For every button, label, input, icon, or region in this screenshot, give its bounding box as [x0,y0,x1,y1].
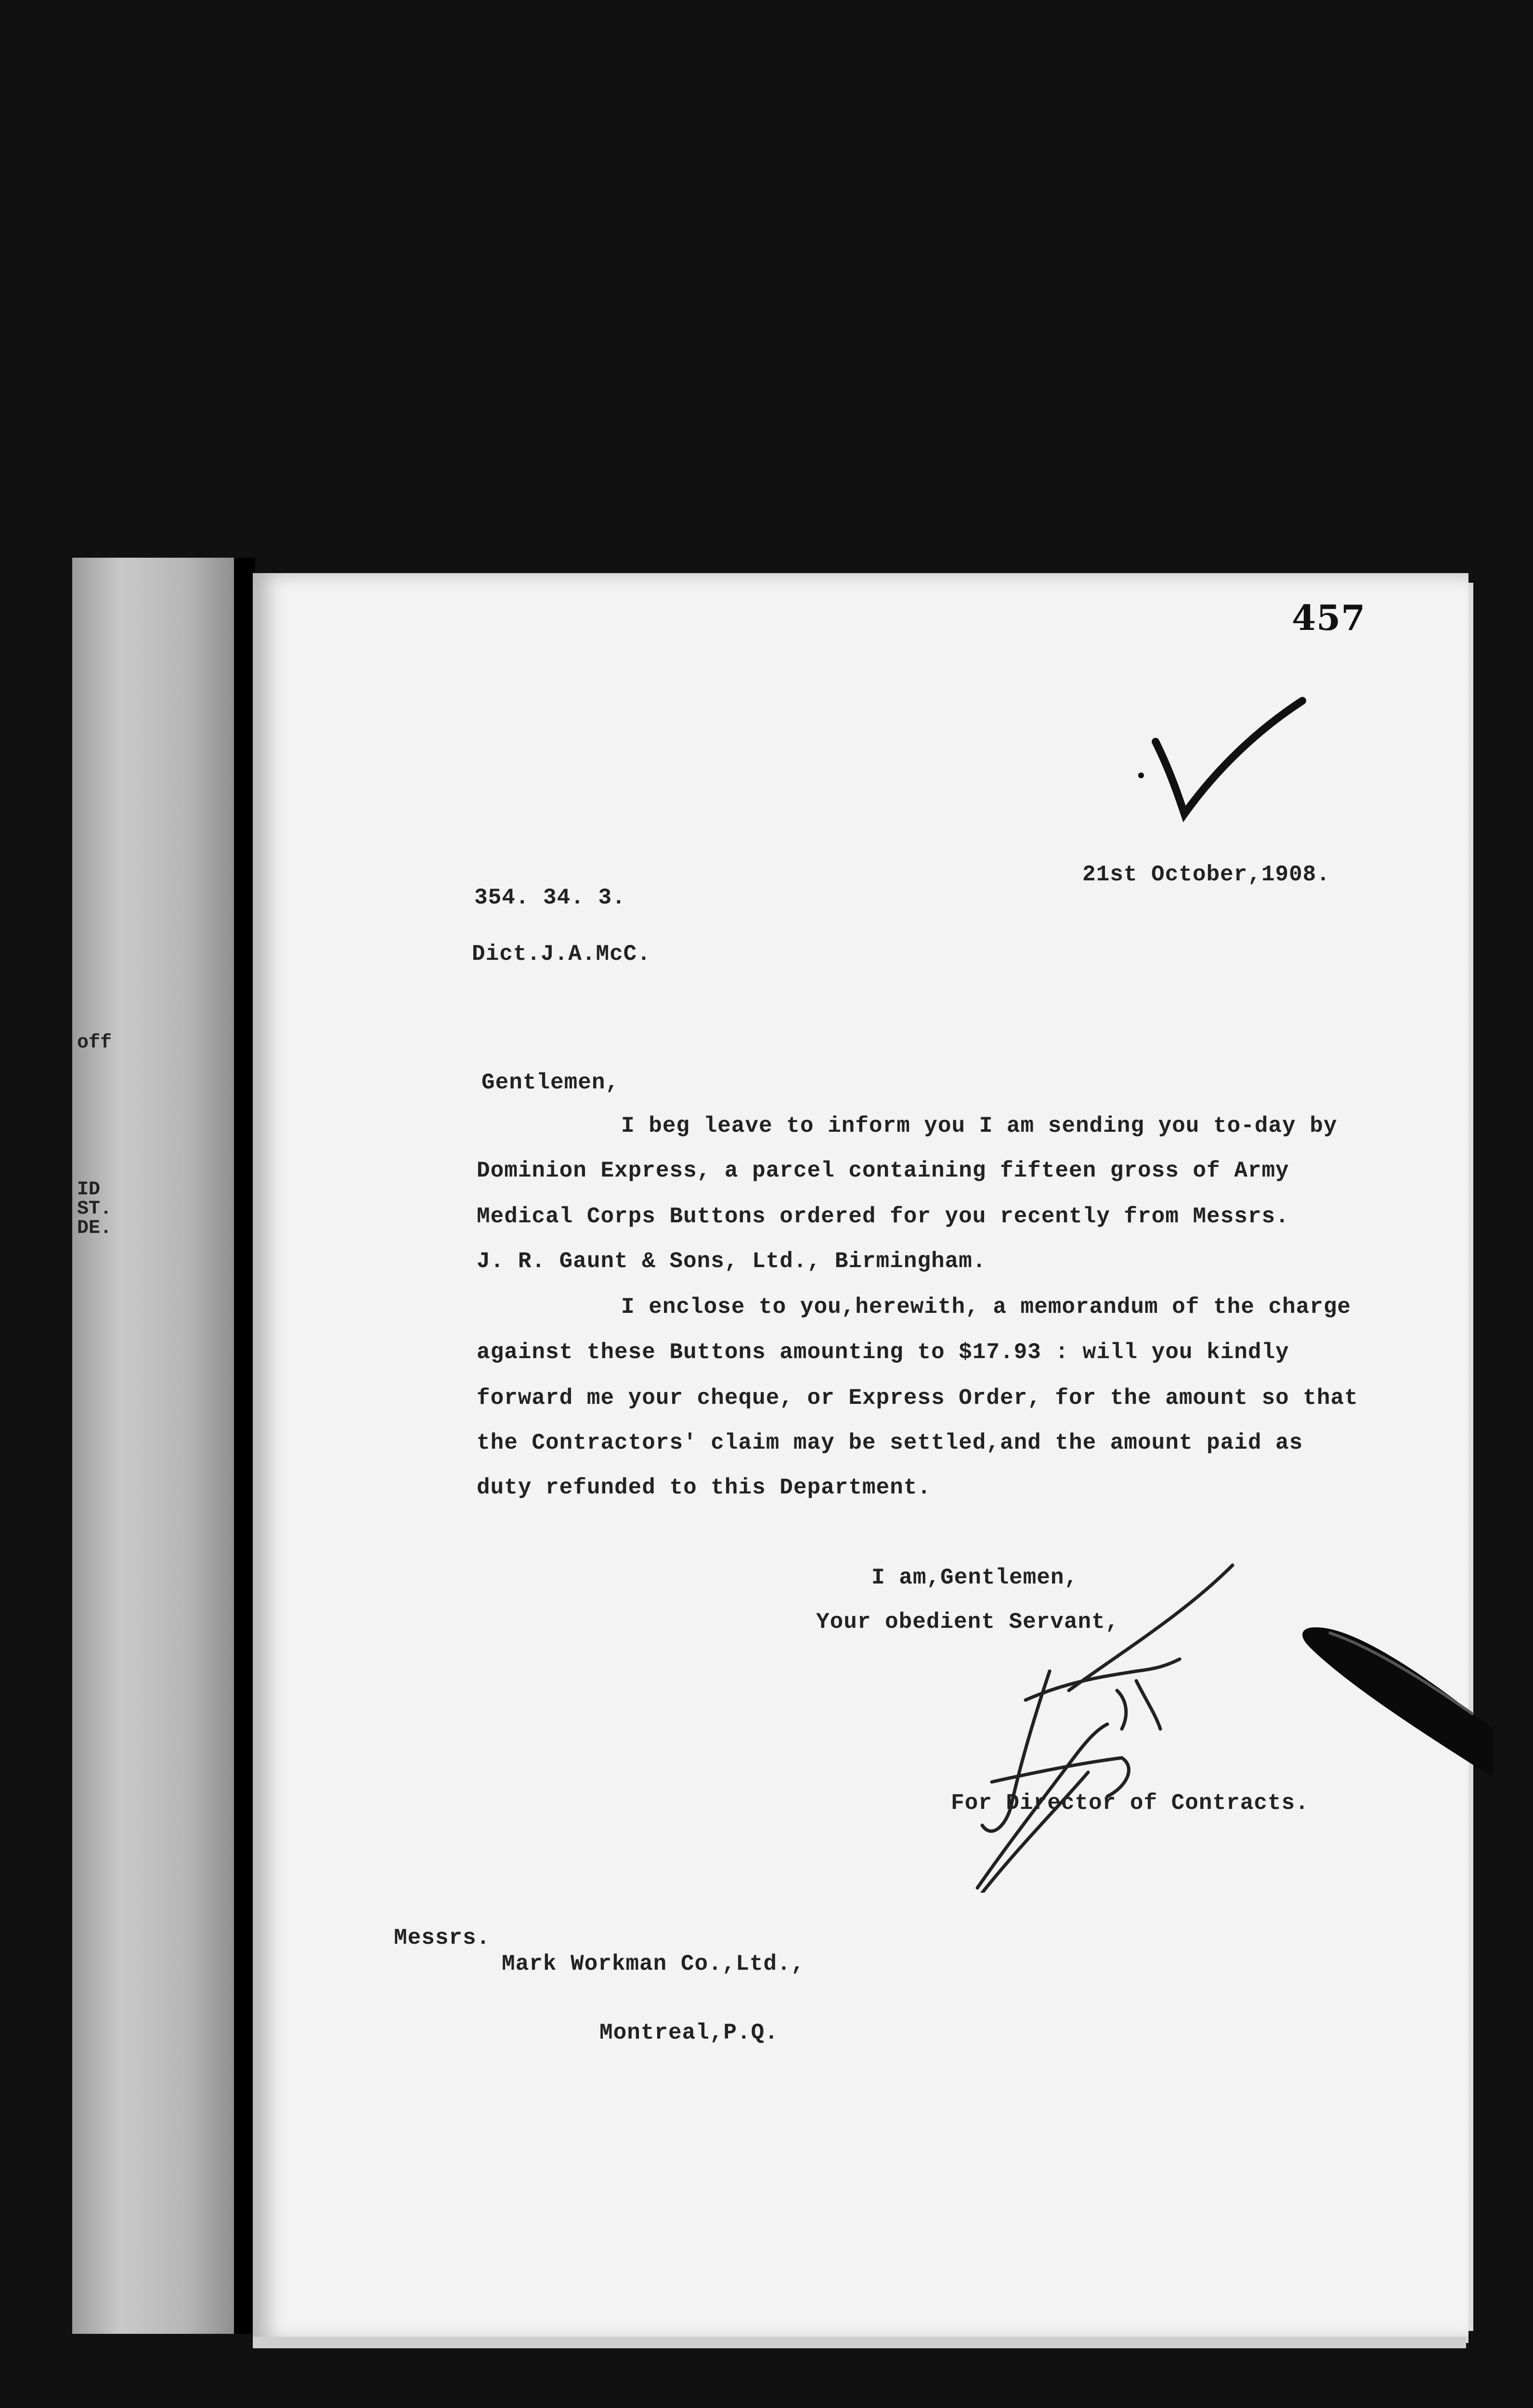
body-line: Medical Corps Buttons ordered for you recently from Messrs. [477,1204,1289,1229]
body-line: I enclose to you,herewith, a memorandum of the charge [621,1295,1351,1320]
letter-page [253,573,1468,2343]
addressee-name: Mark Workman Co.,Ltd., [502,1951,805,1976]
adjacent-page-fragment: DE. [77,1217,112,1239]
book-spine-shadow [234,558,255,2334]
addressee-prefix: Messrs. [394,1925,491,1950]
signatory-title: For Director of Contracts. [951,1791,1309,1816]
checkmark-mark [1136,694,1319,838]
page-number: 457 [1292,597,1366,638]
adjacent-page-fragment: off [77,1032,112,1054]
letter-date: 21st October,1908. [1082,862,1330,887]
body-line: forward me your cheque, or Express Order, for the amount so that [477,1386,1358,1411]
body-line: the Contractors' claim may be settled,and the amount paid as [477,1430,1303,1455]
dictation-initials: Dict.J.A.McC. [472,942,651,967]
page-bottom-edge [253,2337,1466,2348]
adjacent-page-fragment: ST. [77,1198,112,1220]
complimentary-close: Your obedient Servant, [816,1610,1119,1635]
complimentary-close: I am,Gentlemen, [871,1565,1078,1590]
body-line: against these Buttons amounting to $17.93 : will you kindly [477,1340,1289,1365]
addressee-city: Montreal,P.Q. [599,2020,779,2045]
body-line: I beg leave to inform you I am sending you to-day by [621,1113,1338,1139]
adjacent-page-edge [72,558,234,2334]
body-line: duty refunded to this Department. [477,1475,931,1500]
adjacent-page-fragment: ID [77,1179,101,1201]
body-line: J. R. Gaunt & Sons, Ltd., Birmingham. [477,1249,987,1274]
file-reference: 354. 34. 3. [474,885,626,910]
handwritten-signature [963,1556,1252,1893]
pen-tip-object [1300,1618,1493,1792]
body-line: Dominion Express, a parcel containing fifteen gross of Army [477,1158,1289,1183]
salutation: Gentlemen, [481,1070,620,1095]
